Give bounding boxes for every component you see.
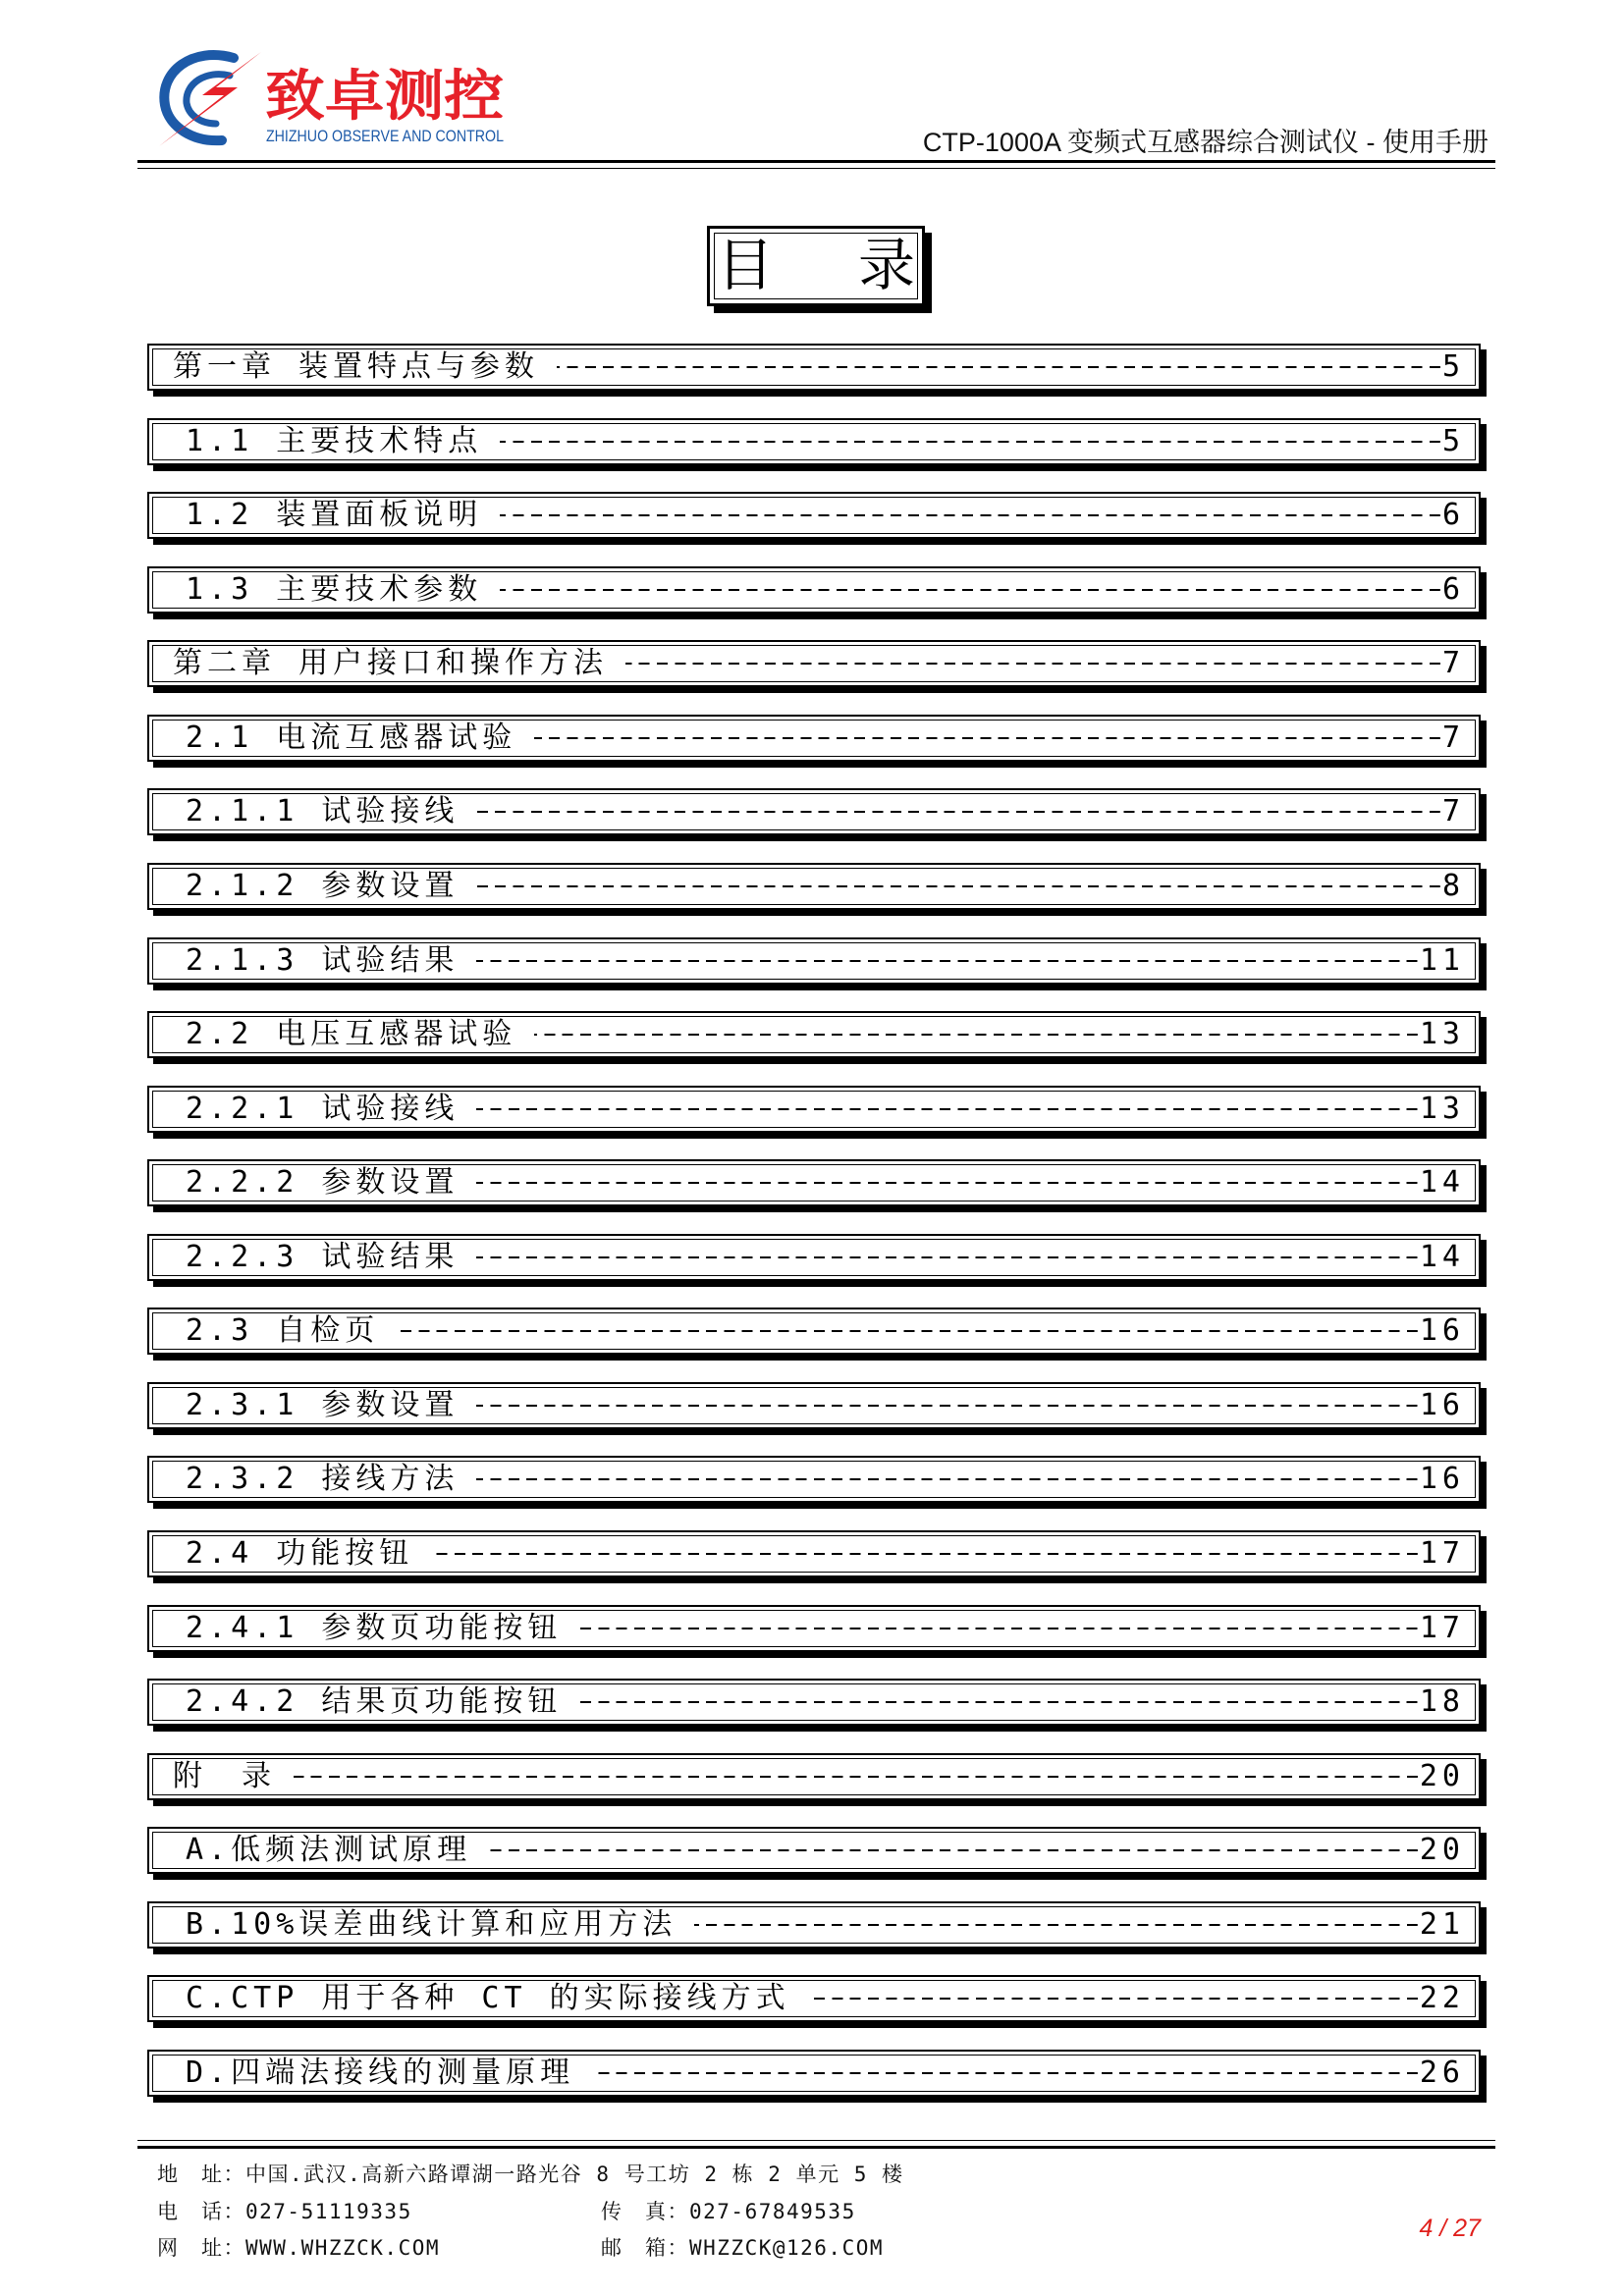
toc-entry-label: 1.2 装置面板说明 <box>186 498 483 533</box>
toc-entry[interactable] <box>147 1159 1481 1206</box>
toc-entry-label: 2.2 电压互感器试验 <box>186 1017 517 1052</box>
toc-entry[interactable] <box>147 2050 1481 2097</box>
toc-entry-page: 7 <box>1441 794 1465 829</box>
toc-dash-leader <box>694 1910 1418 1940</box>
toc-dash-leader <box>534 1020 1418 1049</box>
toc-dash-leader <box>625 649 1440 678</box>
toc-entry-page: 13 <box>1419 1091 1465 1126</box>
toc-entry[interactable] <box>147 640 1481 687</box>
company-logo <box>155 44 509 152</box>
toc-entry-label: 2.1.1 试验接线 <box>186 794 460 829</box>
footer-line-phone-fax <box>157 2194 1041 2231</box>
footer-address-label: 地 址： <box>157 2163 245 2186</box>
toc-entry-page: 11 <box>1419 942 1465 978</box>
toc-entry[interactable] <box>147 1382 1481 1429</box>
header-rule <box>137 160 1495 169</box>
toc-dash-leader <box>476 797 1440 827</box>
footer-line-address <box>157 2157 1041 2194</box>
toc-entry[interactable] <box>147 788 1481 835</box>
toc-dash-leader <box>294 1762 1418 1791</box>
footer-email-group <box>601 2230 884 2268</box>
toc-entry-label: 2.4 功能按钮 <box>186 1536 414 1571</box>
footer-rule <box>137 2140 1495 2149</box>
toc-title: 目 录 <box>716 234 916 297</box>
toc-dash-leader <box>500 501 1440 530</box>
document-title: CTP-1000A 变频式互感器综合测试仪 - 使用手册 <box>922 128 1489 157</box>
toc-entry-label: 2.1.3 试验结果 <box>186 942 460 978</box>
toc-entry[interactable] <box>147 1679 1481 1726</box>
toc-entry-page: 22 <box>1419 1981 1465 2016</box>
toc-entry-page: 16 <box>1419 1387 1465 1422</box>
toc-entry-page: 26 <box>1419 2055 1465 2090</box>
toc-entry-label: 2.2.2 参数设置 <box>186 1165 460 1201</box>
toc-entry[interactable] <box>147 492 1481 539</box>
toc-dash-leader <box>579 1614 1418 1643</box>
toc-entry-page: 5 <box>1441 423 1465 458</box>
toc-entry-page: 20 <box>1419 1833 1465 1868</box>
toc-dash-leader <box>476 872 1440 901</box>
footer-fax: 027-67849535 <box>689 2199 856 2223</box>
toc-entry-label: 附 录 <box>173 1758 276 1793</box>
toc-entry-label: 2.3.2 接线方法 <box>186 1462 460 1497</box>
toc-dash-leader <box>397 1316 1418 1346</box>
toc-entry-page: 16 <box>1419 1462 1465 1497</box>
footer-email-label: 邮 箱： <box>601 2236 689 2260</box>
toc-entry-page: 14 <box>1419 1239 1465 1274</box>
toc-entry[interactable] <box>147 1753 1481 1800</box>
toc-entry[interactable] <box>147 1827 1481 1874</box>
toc-entry-label: A.低频法测试原理 <box>186 1833 472 1868</box>
toc-entry-page: 6 <box>1441 571 1465 607</box>
toc-entry-label: 1.3 主要技术参数 <box>186 571 483 607</box>
toc-entry-label: 2.3 自检页 <box>186 1313 380 1349</box>
toc-entry-label: 第二章 用户接口和操作方法 <box>173 646 609 681</box>
toc-entry-label: 2.3.1 参数设置 <box>186 1387 460 1422</box>
logo-name-cn: 致卓测控 <box>265 65 504 129</box>
toc-entry-label: 2.4.1 参数页功能按钮 <box>186 1610 563 1645</box>
toc-entry-page: 17 <box>1419 1610 1465 1645</box>
toc-entry-page: 13 <box>1419 1017 1465 1052</box>
toc-entry-page: 5 <box>1441 349 1465 384</box>
toc-entry-label: 第一章 装置特点与参数 <box>173 349 540 384</box>
toc-dash-leader <box>431 1539 1418 1569</box>
footer-fax-label: 传 真： <box>601 2199 689 2223</box>
toc-entry[interactable] <box>147 418 1481 465</box>
toc-dash-leader <box>579 1687 1418 1717</box>
footer-phone-label: 电 话： <box>157 2199 245 2223</box>
toc-dash-leader <box>534 723 1440 753</box>
toc-entry-page: 20 <box>1419 1758 1465 1793</box>
toc-entry-page: 14 <box>1419 1165 1465 1201</box>
toc-entry-label: C.CTP 用于各种 CT 的实际接线方式 <box>186 1981 790 2016</box>
toc-list <box>147 344 1481 2097</box>
footer-phone: 027-51119335 <box>245 2199 412 2223</box>
toc-dash-leader <box>476 1168 1418 1198</box>
toc-dash-leader <box>476 1391 1418 1420</box>
toc-dash-leader <box>808 1984 1418 2013</box>
toc-entry-page: 6 <box>1441 498 1465 533</box>
toc-entry-page: 16 <box>1419 1313 1465 1349</box>
toc-dash-leader <box>592 2058 1418 2088</box>
toc-entry[interactable] <box>147 715 1481 762</box>
toc-entry[interactable] <box>147 1901 1481 1949</box>
toc-dash-leader <box>476 1243 1418 1272</box>
toc-entry[interactable] <box>147 1456 1481 1503</box>
toc-dash-leader <box>476 1465 1418 1494</box>
toc-entry-page: 7 <box>1441 646 1465 681</box>
footer-address: 中国.武汉.高新六路谭湖一路光谷 8 号工坊 2 栋 2 单元 5 楼 <box>245 2163 904 2186</box>
footer-contact-info <box>157 2157 1041 2268</box>
toc-entry-page: 7 <box>1441 720 1465 755</box>
toc-entry[interactable] <box>147 1530 1481 1577</box>
toc-entry[interactable] <box>147 1011 1481 1058</box>
toc-dash-leader <box>476 1095 1418 1124</box>
toc-entry-label: 2.1 电流互感器试验 <box>186 720 517 755</box>
footer-fax-group <box>601 2194 856 2231</box>
page-number: 4 / 27 <box>1419 2215 1481 2242</box>
toc-entry-label: 1.1 主要技术特点 <box>186 423 483 458</box>
footer-line-web-email <box>157 2230 1041 2268</box>
toc-entry-page: 17 <box>1419 1536 1465 1571</box>
footer-website-label: 网 址： <box>157 2236 245 2260</box>
logo-name-en: ZHIZHUO OBSERVE AND CONTROL <box>266 127 504 145</box>
toc-entry-label: B.10%误差曲线计算和应用方法 <box>186 1906 677 1942</box>
toc-entry[interactable] <box>147 1234 1481 1281</box>
footer-email[interactable]: WHZZCK@126.COM <box>689 2236 885 2260</box>
toc-entry-label: 2.4.2 结果页功能按钮 <box>186 1684 563 1720</box>
logo-icon <box>159 52 261 146</box>
toc-dash-leader <box>500 575 1440 605</box>
footer-website[interactable]: WWW.WHZZCK.COM <box>245 2236 441 2260</box>
toc-entry[interactable] <box>147 1605 1481 1652</box>
toc-title-box <box>707 226 925 306</box>
toc-dash-leader <box>500 427 1440 456</box>
toc-entry-label: 2.2.1 试验接线 <box>186 1091 460 1126</box>
toc-dash-leader <box>557 352 1440 382</box>
toc-entry[interactable] <box>147 566 1481 614</box>
toc-dash-leader <box>489 1836 1418 1865</box>
toc-dash-leader <box>476 946 1418 976</box>
toc-entry[interactable] <box>147 344 1481 391</box>
toc-entry-page: 18 <box>1419 1684 1465 1720</box>
toc-entry[interactable] <box>147 1086 1481 1133</box>
toc-entry[interactable] <box>147 1975 1481 2022</box>
toc-entry[interactable] <box>147 937 1481 985</box>
toc-entry[interactable] <box>147 1308 1481 1355</box>
toc-entry-page: 21 <box>1419 1906 1465 1942</box>
toc-entry-label: 2.2.3 试验结果 <box>186 1239 460 1274</box>
toc-entry-label: 2.1.2 参数设置 <box>186 868 460 903</box>
toc-entry-label: D.四端法接线的测量原理 <box>186 2055 575 2090</box>
toc-entry-page: 8 <box>1441 868 1465 903</box>
toc-entry[interactable] <box>147 863 1481 910</box>
